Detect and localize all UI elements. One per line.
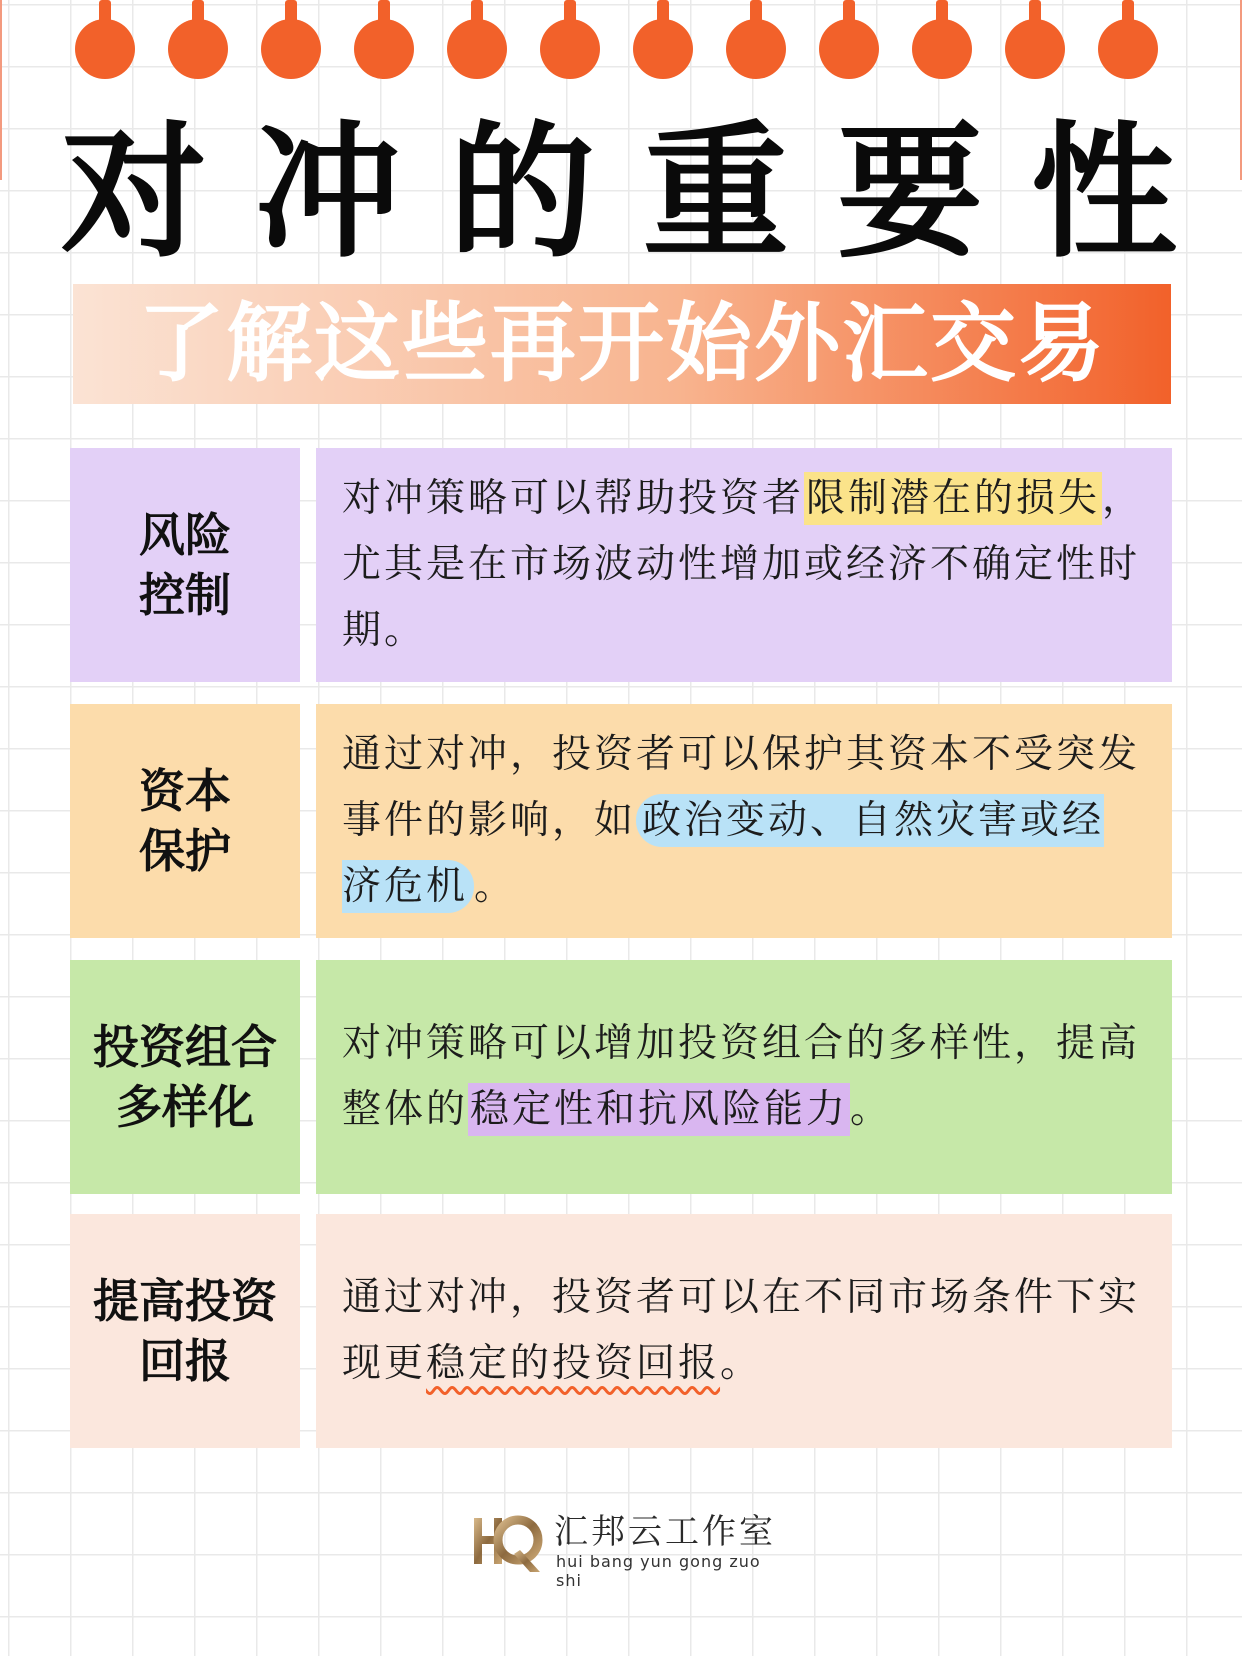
notebook-rings bbox=[0, 0, 1242, 80]
section-improve-returns bbox=[70, 1214, 1172, 1448]
notebook-ring bbox=[1098, 0, 1158, 80]
section-label bbox=[70, 704, 300, 938]
page-subtitle: 了解这些再开始外汇交易 bbox=[138, 294, 1106, 394]
ring-stem bbox=[1122, 0, 1134, 32]
section-text bbox=[342, 1011, 1146, 1143]
section-risk-control bbox=[70, 448, 1172, 682]
highlight-text: 限制潜在的损失 bbox=[804, 472, 1102, 525]
highlight-text: 政治变动、自然灾害或经济危机 bbox=[342, 794, 1104, 913]
ring-stem bbox=[750, 0, 762, 32]
ring-stem bbox=[657, 0, 669, 32]
text-after: 。 bbox=[474, 864, 517, 909]
section-label-line2: 多样化 bbox=[116, 1080, 254, 1134]
notebook-ring bbox=[540, 0, 600, 80]
section-label-line1: 提高投资 bbox=[93, 1274, 277, 1328]
section-label bbox=[70, 960, 300, 1194]
section-label-line2: 回报 bbox=[139, 1334, 231, 1388]
notebook-ring bbox=[168, 0, 228, 80]
text-before: 通过对冲，投资者可以保护其资本不受突发事件的影响，如 bbox=[342, 732, 1141, 843]
notebook-ring bbox=[1005, 0, 1065, 80]
section-content bbox=[316, 960, 1172, 1194]
ring-stem bbox=[564, 0, 576, 32]
highlight-text: 稳定的投资回报 bbox=[426, 1341, 721, 1386]
section-label-line1: 风险 bbox=[139, 508, 231, 562]
notebook-ring bbox=[75, 0, 135, 80]
section-portfolio-diversification bbox=[70, 960, 1172, 1194]
ring-stem bbox=[936, 0, 948, 32]
section-text bbox=[342, 1265, 1146, 1397]
notebook-ring bbox=[819, 0, 879, 80]
notebook-ring bbox=[354, 0, 414, 80]
ring-stem bbox=[1029, 0, 1041, 32]
highlight-text: 稳定性和抗风险能力 bbox=[468, 1083, 850, 1136]
text-before: 通过对冲，投资者可以在不同市场条件下实现更 bbox=[342, 1275, 1141, 1386]
section-label-line1: 投资组合 bbox=[93, 1020, 277, 1074]
brand-name-cn: 汇邦云工作室 bbox=[554, 1512, 776, 1552]
section-label bbox=[70, 1214, 300, 1448]
ring-stem bbox=[843, 0, 855, 32]
page-title: 对冲的重要性 bbox=[61, 108, 1225, 278]
notebook-ring bbox=[912, 0, 972, 80]
section-text bbox=[342, 466, 1146, 664]
text-after: 。 bbox=[850, 1087, 893, 1132]
section-content bbox=[316, 448, 1172, 682]
section-content bbox=[316, 704, 1172, 938]
section-capital-protection bbox=[70, 704, 1172, 938]
section-label-line2: 控制 bbox=[139, 568, 231, 622]
ring-stem bbox=[285, 0, 297, 32]
notebook-ring bbox=[261, 0, 321, 80]
brand-name-pinyin: hui bang yun gong zuo shi bbox=[556, 1552, 761, 1590]
text-before: 对冲策略可以帮助投资者 bbox=[342, 476, 805, 521]
notebook-ring bbox=[447, 0, 507, 80]
section-text bbox=[342, 722, 1146, 920]
section-content bbox=[316, 1214, 1172, 1448]
brand-footer bbox=[468, 1500, 788, 1590]
text-after: 。 bbox=[720, 1341, 763, 1386]
section-label-line2: 保护 bbox=[139, 824, 231, 878]
ring-stem bbox=[471, 0, 483, 32]
section-label bbox=[70, 448, 300, 682]
notebook-ring bbox=[726, 0, 786, 80]
ring-stem bbox=[99, 0, 111, 32]
text-after: ，尤其是在市场波动性增加或经济不确定性时期。 bbox=[342, 476, 1145, 653]
ring-stem bbox=[378, 0, 390, 32]
hq-logo-icon bbox=[468, 1506, 544, 1576]
notebook-ring bbox=[633, 0, 693, 80]
text-before: 对冲策略可以增加投资组合的多样性，提高整体的 bbox=[342, 1021, 1141, 1132]
section-label-line1: 资本 bbox=[139, 764, 231, 818]
ring-stem bbox=[192, 0, 204, 32]
